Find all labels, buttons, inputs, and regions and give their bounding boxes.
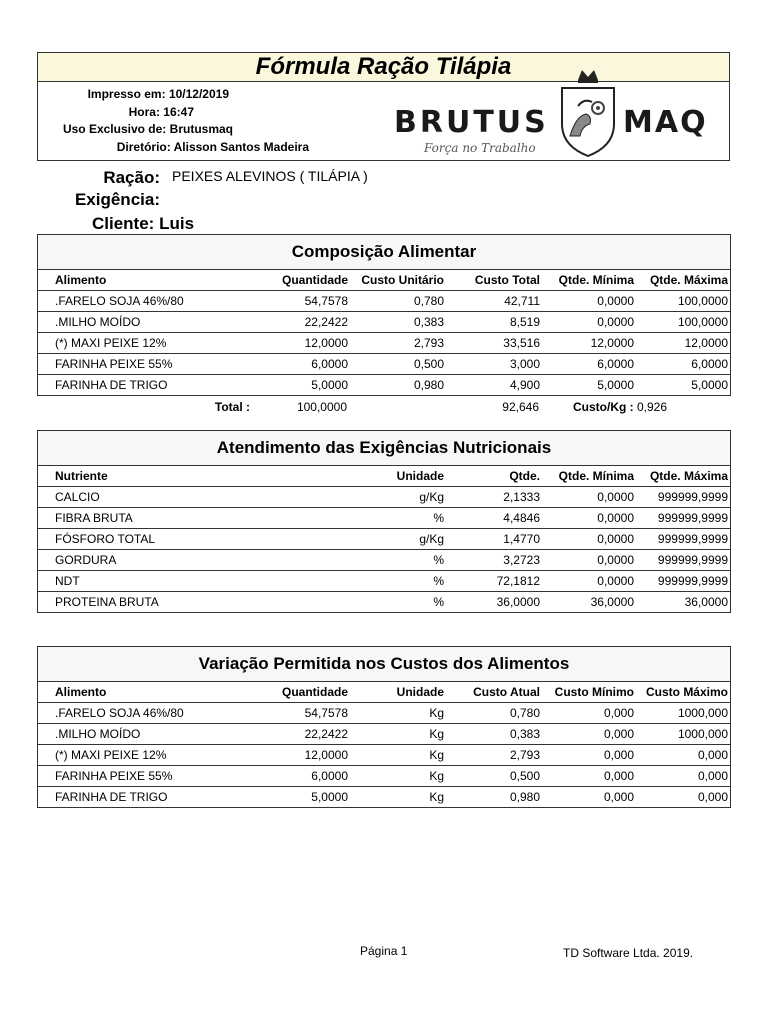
cell: g/Kg bbox=[350, 529, 446, 550]
cell: 0,000 bbox=[542, 703, 636, 724]
cell: .MILHO MOÍDO bbox=[38, 724, 238, 745]
col-unidade: Unidade bbox=[350, 682, 446, 703]
cell: Kg bbox=[429, 790, 444, 804]
cell: Kg bbox=[350, 724, 446, 745]
cell: FIBRA BRUTA bbox=[38, 508, 350, 529]
cell: FARINHA DE TRIGO bbox=[55, 790, 168, 804]
cell: 0,000 bbox=[636, 766, 730, 787]
composicao-title: Composição Alimentar bbox=[38, 235, 730, 270]
cell: 0,000 bbox=[542, 724, 636, 745]
cell: 3,2723 bbox=[446, 550, 542, 571]
cell: 0,000 bbox=[542, 766, 636, 787]
cell: 6,0000 bbox=[238, 766, 350, 787]
cell: 0,0000 bbox=[542, 312, 636, 333]
cell: 0,980 bbox=[509, 790, 540, 804]
total-quantity: 100,0000 bbox=[296, 400, 347, 414]
cell: % bbox=[350, 571, 446, 592]
cell: 22,2422 bbox=[238, 312, 350, 333]
cell: 2,1333 bbox=[446, 487, 542, 508]
cell: 36,0000 bbox=[496, 595, 540, 609]
cell: g/Kg bbox=[350, 487, 446, 508]
cell: 42,711 bbox=[446, 291, 542, 312]
cell: 36,0000 bbox=[590, 595, 634, 609]
cell: 999999,9999 bbox=[636, 508, 730, 529]
cell: .FARELO SOJA 46%/80 bbox=[38, 291, 238, 312]
cell: 2,793 bbox=[446, 745, 542, 766]
cell: 0,383 bbox=[446, 724, 542, 745]
composicao-table bbox=[38, 270, 730, 395]
cell: 6,0000 bbox=[542, 354, 636, 375]
composicao-section bbox=[37, 234, 731, 396]
cell: % bbox=[433, 595, 444, 609]
cell: 0,0000 bbox=[542, 487, 636, 508]
cell: 54,7578 bbox=[238, 291, 350, 312]
cell: Kg bbox=[350, 703, 446, 724]
cell: 0,000 bbox=[636, 745, 730, 766]
cell: 1000,000 bbox=[636, 724, 730, 745]
exclusive-line bbox=[63, 122, 233, 136]
cell: 100,0000 bbox=[636, 291, 730, 312]
variacao-section bbox=[37, 646, 731, 808]
exigencias-title: Atendimento das Exigências Nutricionais bbox=[38, 431, 730, 466]
table-row bbox=[38, 550, 730, 571]
col-qtde-maxima: Qtde. Máxima bbox=[636, 270, 730, 291]
cell: 54,7578 bbox=[238, 703, 350, 724]
table-row bbox=[38, 571, 730, 592]
cell: 1000,000 bbox=[636, 703, 730, 724]
col-qtde-minima: Qtde. Mínima bbox=[542, 270, 636, 291]
cell: 0,500 bbox=[446, 766, 542, 787]
cell: FARINHA PEIXE 55% bbox=[38, 766, 238, 787]
table-row bbox=[38, 703, 730, 724]
cell: 6,0000 bbox=[636, 354, 730, 375]
cell: 0,0000 bbox=[542, 571, 636, 592]
director-value: Alisson Santos Madeira bbox=[173, 140, 309, 154]
table-row bbox=[38, 508, 730, 529]
cell: 2,793 bbox=[350, 333, 446, 354]
col-alimento: Alimento bbox=[38, 682, 238, 703]
racao-value: PEIXES ALEVINOS ( TILÁPIA ) bbox=[172, 168, 368, 184]
cell: 999999,9999 bbox=[636, 550, 730, 571]
col-custo-minimo: Custo Mínimo bbox=[542, 682, 636, 703]
col-qtde: Qtde. bbox=[446, 466, 542, 487]
cell: 0,980 bbox=[413, 378, 444, 392]
logo-left-text: BRUTUS bbox=[394, 105, 549, 140]
col-qtde-minima: Qtde. Mínima bbox=[542, 466, 636, 487]
printed-line bbox=[88, 87, 229, 101]
printed-value: 10/12/2019 bbox=[168, 87, 229, 101]
cost-kg-label: Custo/Kg : bbox=[573, 400, 634, 414]
cell: 36,0000 bbox=[684, 595, 728, 609]
variacao-title: Variação Permitida nos Custos dos Alimentos bbox=[38, 647, 730, 682]
cell: 0,383 bbox=[350, 312, 446, 333]
cell: 0,0000 bbox=[542, 550, 636, 571]
col-custo-unitario: Custo Unitário bbox=[350, 270, 446, 291]
exigencias-section bbox=[37, 430, 731, 613]
cell: 3,000 bbox=[446, 354, 542, 375]
cell: 0,0000 bbox=[542, 508, 636, 529]
cell: FÓSFORO TOTAL bbox=[38, 529, 350, 550]
cell: 0,000 bbox=[603, 790, 634, 804]
cell: CALCIO bbox=[38, 487, 350, 508]
exclusive-value: Brutusmaq bbox=[169, 122, 233, 136]
cell: % bbox=[350, 508, 446, 529]
cell: 22,2422 bbox=[238, 724, 350, 745]
table-row bbox=[38, 312, 730, 333]
logo-right-text: MAQ bbox=[623, 105, 708, 140]
cell: 100,0000 bbox=[636, 312, 730, 333]
col-custo-atual: Custo Atual bbox=[446, 682, 542, 703]
brutusmaq-logo bbox=[392, 66, 708, 160]
cell: 12,0000 bbox=[238, 333, 350, 354]
cell: 12,0000 bbox=[636, 333, 730, 354]
table-row bbox=[38, 745, 730, 766]
cell: 0,000 bbox=[697, 790, 728, 804]
cell: GORDURA bbox=[38, 550, 350, 571]
cell: 5,0000 bbox=[311, 378, 348, 392]
hour-line bbox=[129, 105, 194, 119]
shield-icon bbox=[562, 88, 614, 156]
cell: .FARELO SOJA 46%/80 bbox=[38, 703, 238, 724]
cell: NDT bbox=[38, 571, 350, 592]
report-title: Fórmula Ração Tilápia bbox=[37, 52, 730, 82]
cost-kg-line bbox=[573, 400, 667, 414]
col-alimento: Alimento bbox=[38, 270, 238, 291]
hour-value: 16:47 bbox=[163, 105, 194, 119]
cliente-value: Luis bbox=[159, 214, 195, 233]
director-label: Diretório: bbox=[116, 140, 171, 154]
table-row bbox=[38, 375, 730, 396]
col-unidade: Unidade bbox=[350, 466, 446, 487]
col-qtde-maxima: Qtde. Máxima bbox=[636, 466, 730, 487]
composicao-header-row bbox=[38, 270, 730, 291]
cell: FARINHA PEIXE 55% bbox=[38, 354, 238, 375]
col-custo-total: Custo Total bbox=[446, 270, 542, 291]
cell: 8,519 bbox=[446, 312, 542, 333]
col-custo-maximo: Custo Máximo bbox=[636, 682, 730, 703]
printed-label: Impresso em: bbox=[87, 87, 166, 101]
cell: 5,0000 bbox=[597, 378, 634, 392]
cell: 0,0000 bbox=[542, 291, 636, 312]
table-row bbox=[38, 766, 730, 787]
logo-slogan: Força no Trabalho bbox=[424, 141, 536, 155]
table-row bbox=[38, 487, 730, 508]
total-label: Total : bbox=[214, 400, 250, 414]
total-cost: 92,646 bbox=[502, 400, 539, 414]
cell: 1,4770 bbox=[446, 529, 542, 550]
cell: 0,500 bbox=[350, 354, 446, 375]
cell: 0,780 bbox=[350, 291, 446, 312]
cliente-label: Cliente: bbox=[92, 214, 155, 233]
cell: 999999,9999 bbox=[636, 529, 730, 550]
cell: 4,4846 bbox=[446, 508, 542, 529]
racao-label: Ração: bbox=[103, 168, 160, 187]
exigencias-header-row bbox=[38, 466, 730, 487]
table-row bbox=[38, 291, 730, 312]
exigencias-table bbox=[38, 466, 730, 612]
cliente-line bbox=[92, 214, 194, 234]
cell: PROTEINA BRUTA bbox=[55, 595, 159, 609]
director-line bbox=[117, 140, 309, 154]
table-row bbox=[38, 787, 730, 808]
cell: 0,000 bbox=[542, 745, 636, 766]
cell: FARINHA DE TRIGO bbox=[55, 378, 168, 392]
footer-company: TD Software Ltda. 2019. bbox=[563, 946, 694, 960]
table-row bbox=[38, 354, 730, 375]
cell: 4,900 bbox=[509, 378, 540, 392]
cell: Kg bbox=[350, 745, 446, 766]
cell: 0,780 bbox=[446, 703, 542, 724]
cell: (*) MAXI PEIXE 12% bbox=[38, 333, 238, 354]
page-number: Página 1 bbox=[360, 944, 408, 958]
variacao-table bbox=[38, 682, 730, 807]
cost-kg-value: 0,926 bbox=[637, 400, 668, 414]
cell: 12,0000 bbox=[238, 745, 350, 766]
cell: (*) MAXI PEIXE 12% bbox=[38, 745, 238, 766]
cell: 12,0000 bbox=[542, 333, 636, 354]
cell: 33,516 bbox=[446, 333, 542, 354]
exigencia-label: Exigência: bbox=[74, 190, 160, 209]
table-row bbox=[38, 592, 730, 613]
cell: 6,0000 bbox=[238, 354, 350, 375]
table-row bbox=[38, 529, 730, 550]
cell: % bbox=[350, 550, 446, 571]
exclusive-label: Uso Exclusivo de: bbox=[62, 122, 167, 136]
cell: 5,0000 bbox=[691, 378, 728, 392]
col-quantidade: Quantidade bbox=[238, 682, 350, 703]
table-row bbox=[38, 333, 730, 354]
cell: 5,0000 bbox=[311, 790, 348, 804]
cell: 72,1812 bbox=[446, 571, 542, 592]
hour-label: Hora: bbox=[128, 105, 160, 119]
variacao-header-row bbox=[38, 682, 730, 703]
cell: 0,0000 bbox=[542, 529, 636, 550]
crown-icon bbox=[578, 70, 598, 83]
col-quantidade: Quantidade bbox=[238, 270, 350, 291]
cell: .MILHO MOÍDO bbox=[38, 312, 238, 333]
table-row bbox=[38, 724, 730, 745]
cell: 999999,9999 bbox=[636, 571, 730, 592]
cell: 999999,9999 bbox=[636, 487, 730, 508]
col-nutriente: Nutriente bbox=[38, 466, 350, 487]
cell: Kg bbox=[350, 766, 446, 787]
